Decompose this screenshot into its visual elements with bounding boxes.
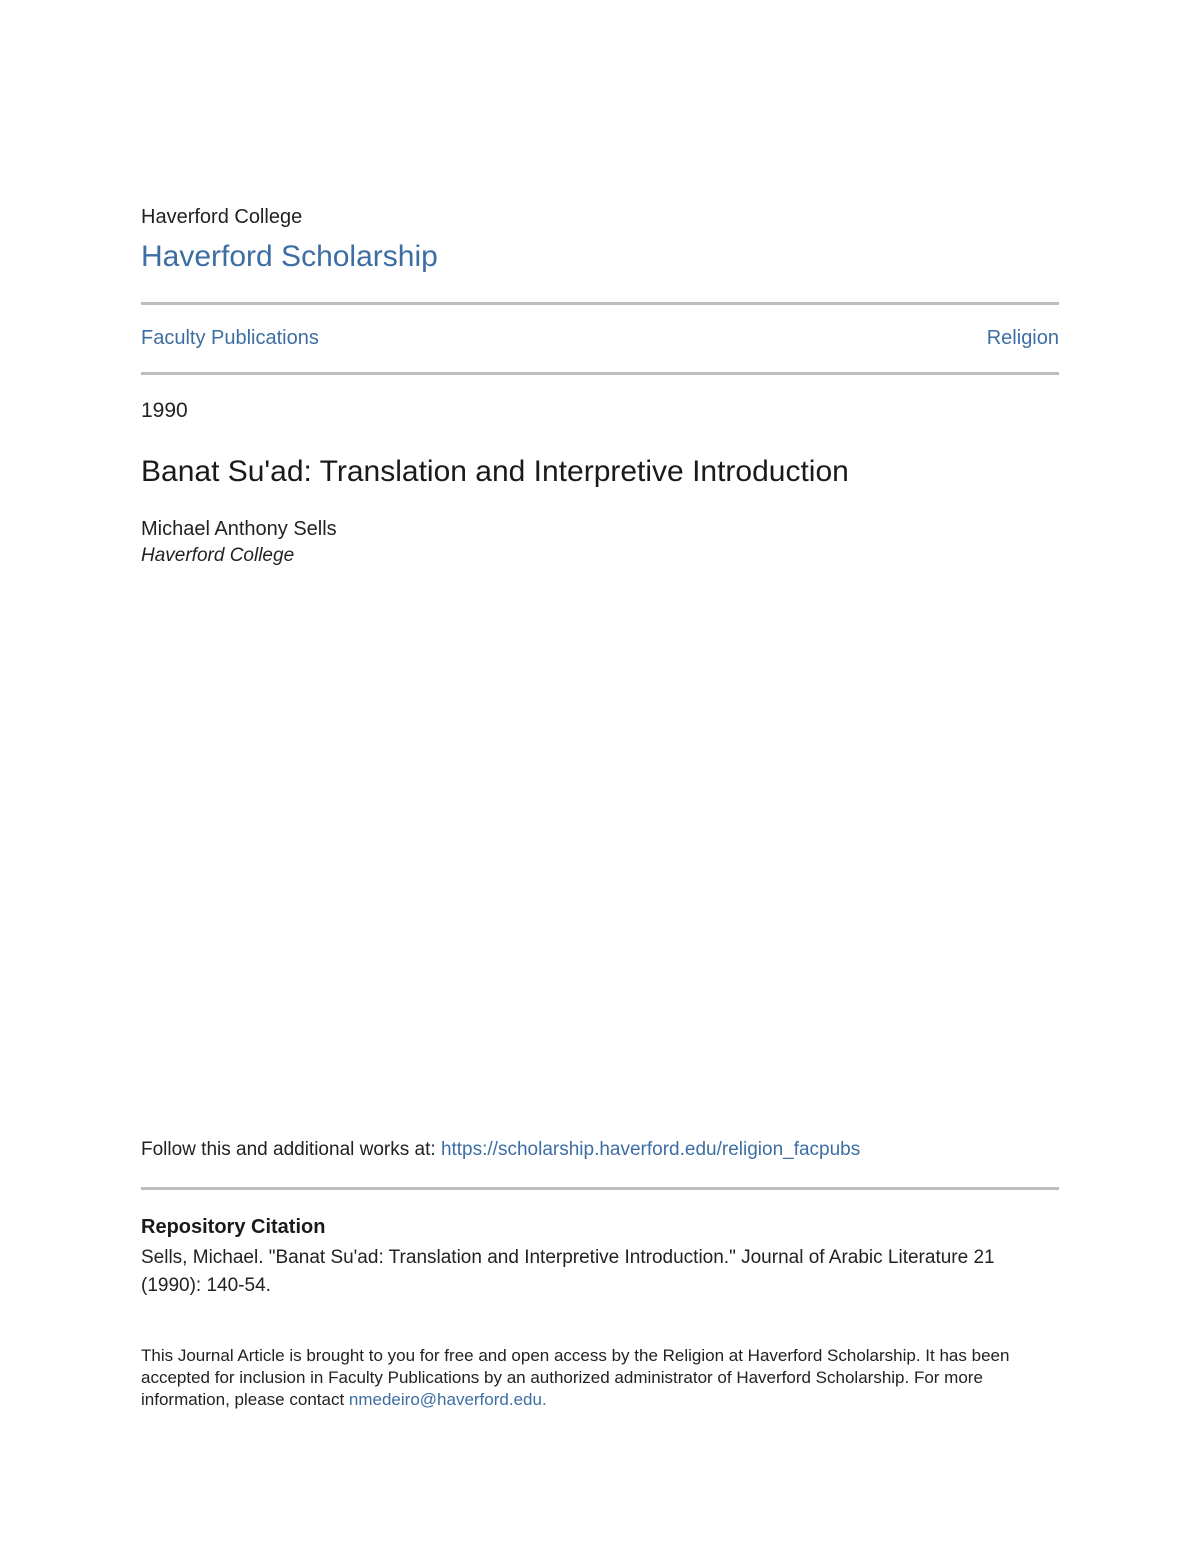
contact-email-link[interactable]: nmedeiro@haverford.edu [348,1390,542,1409]
author-name: Michael Anthony Sells [141,518,337,540]
repository-name-link[interactable]: Haverford Scholarship [141,240,438,273]
follow-line [141,1139,860,1161]
divider [141,1187,1059,1190]
divider [141,302,1059,305]
citation-heading: Repository Citation [141,1216,326,1238]
author-affiliation: Haverford College [141,545,295,566]
collection-url-link[interactable]: https://scholarship.haverford.edu/religion_facpubs [440,1139,861,1160]
article-title: Banat Su'ad: Translation and Interpretive Introduction [141,455,849,488]
access-notice [141,1345,1059,1411]
follow-label: Follow this and additional works at: [141,1139,441,1160]
citation-text: Sells, Michael. "Banat Su'ad: Translation and Interpretive Introduction." Journal of Arabic Literature 21 (1990): 140-54. [141,1247,995,1296]
collection-nav [141,327,1059,350]
publication-year: 1990 [141,399,188,422]
cover-page [141,0,1059,1553]
institution-name: Haverford College [141,206,303,228]
notice-text: This Journal Article is brought to you for free and open access by the Religion at Haverford Scholarship. It has been accepted for inclusion in Faculty Publications by an authorized administrator of Haverford Scholarship. For more information, please contact [141,1346,1010,1409]
collection-link[interactable]: Faculty Publications [141,327,319,349]
department-link[interactable]: Religion [986,327,1059,349]
notice-suffix: . [541,1390,547,1409]
divider [141,372,1059,375]
